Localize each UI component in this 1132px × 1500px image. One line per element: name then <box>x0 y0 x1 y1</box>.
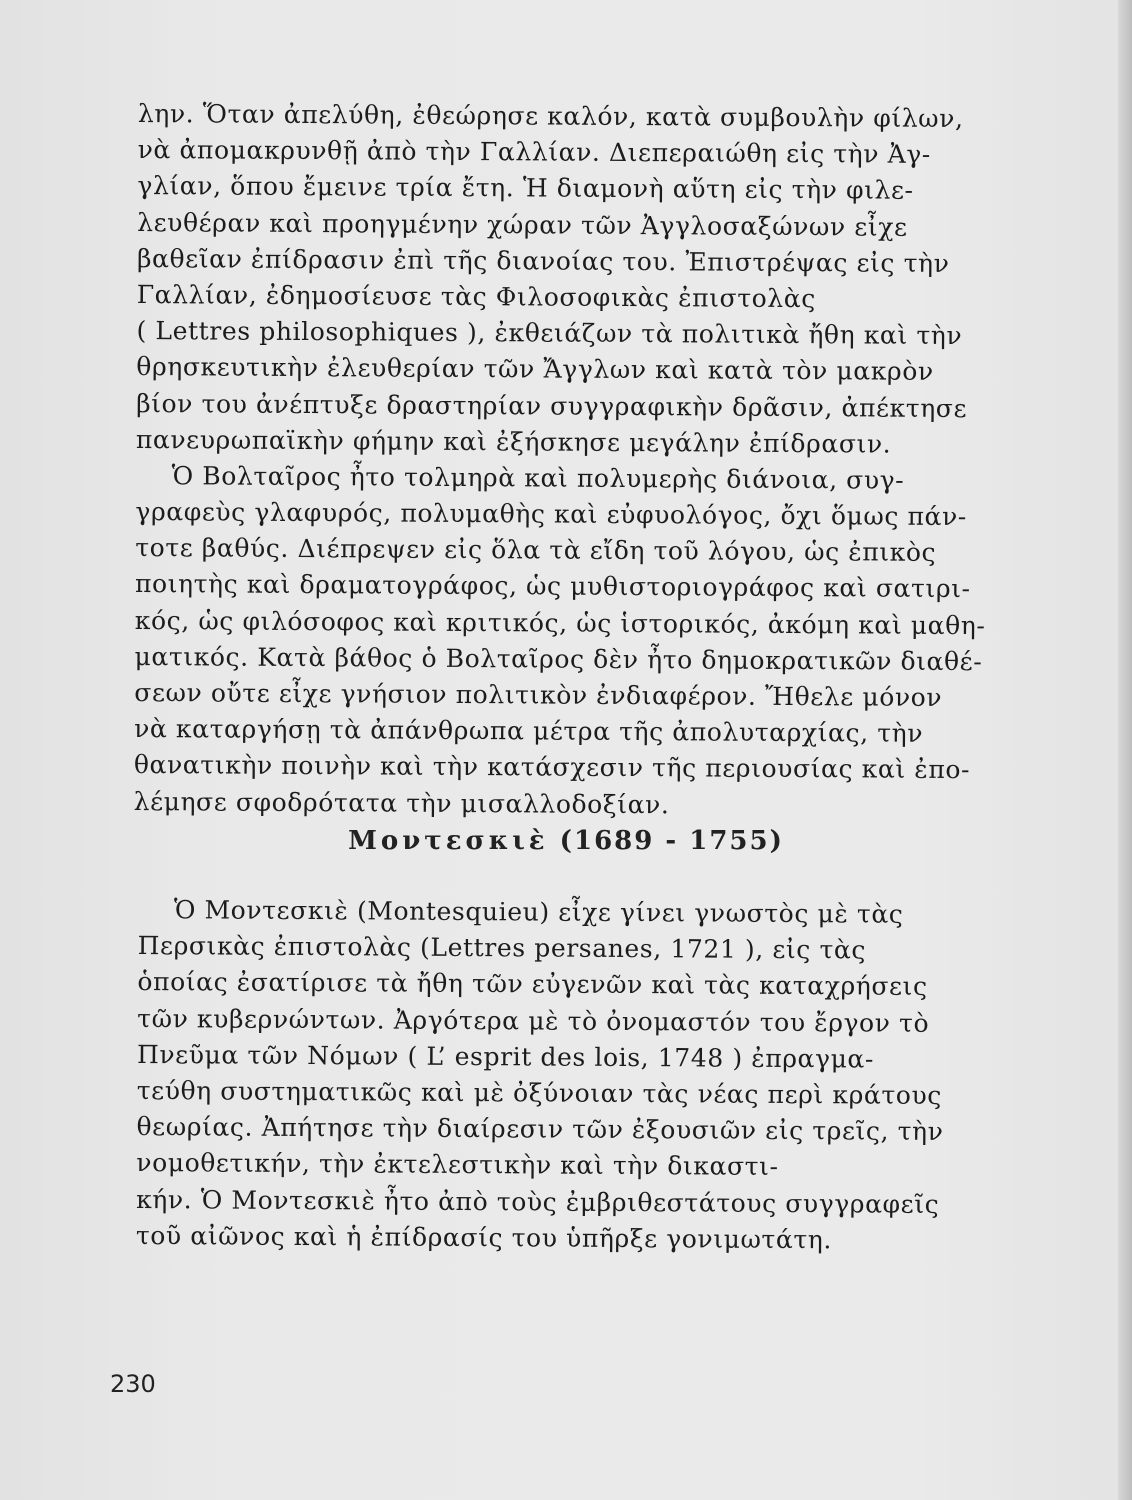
text-line: γραφεὺς γλαφυρός, πολυμαθὴς καὶ εὐφυολόγος, ὄχι ὅμως πάν- <box>135 497 967 532</box>
text-line: Πνεῦμα τῶν Νόμων ( L’ esprit des lois, 1748 ) ἐπραγμα- <box>136 1039 875 1074</box>
text-line: θανατικὴν ποινὴν καὶ τὴν κατάσχεσιν τῆς περιουσίας καὶ ἐπο- <box>133 750 971 785</box>
text-block-voltaire <box>134 96 1058 825</box>
text-block-montesquieu <box>136 892 1058 1259</box>
text-line: ( Lettres philosophiques ), ἐκθειάζων τὰ πολιτικὰ ἤθη καὶ τὴν <box>136 316 963 351</box>
text-line: κήν. Ὁ Μοντεσκιὲ ἦτο ἀπὸ τοὺς ἐμβριθεστάτους συγγραφεῖς <box>136 1184 940 1219</box>
text-line: τοτε βαθύς. Διέπρεψεν εἰς ὅλα τὰ εἴδη τοῦ λόγου, ὡς ἐπικὸς <box>135 533 937 568</box>
section-heading-montesquieu <box>0 826 1132 856</box>
text-line: Ὁ Βολταῖρος ἦτο τολμηρὰ καὶ πολυμερὴς διάνοια, συγ- <box>171 461 905 495</box>
text-line: σεων οὔτε εἶχε γνήσιον πολιτικὸν ἐνδιαφέρον. Ἤθελε μόνον <box>134 677 943 712</box>
text-line: νομοθετικήν, τὴν ἐκτελεστικὴν καὶ τὴν δικαστι- <box>136 1148 779 1182</box>
text-line: θεωρίας. Ἀπήτησε τὴν διαίρεσιν τῶν ἐξουσιῶν εἰς τρεῖς, τὴν <box>136 1112 944 1147</box>
text-line: ματικός. Κατὰ βάθος ὁ Βολταῖρος δὲν ἦτο δημοκρατικῶν διαθέ- <box>134 641 983 676</box>
text-line: Περσικὰς ἐπιστολὰς (Lettres persanes, 1721 ), εἰς τὰς <box>137 931 867 965</box>
text-line: Γαλλίαν, ἐδημοσίευσε τὰς Φιλοσοφικὰς ἐπιστολὰς <box>136 279 816 314</box>
text-line: νὰ ἀπομακρυνθῇ ἀπὸ τὴν Γαλλίαν. Διεπεραιώθη εἰς τὴν Ἀγ- <box>137 135 931 170</box>
text-line: Ὁ Μοντεσκιὲ (Montesquieu) εἶχε γίνει γνωστὸς μὲ τὰς <box>173 895 904 929</box>
page-number: 230 <box>110 1370 156 1398</box>
text-line: λέμησε σφοδρότατα τὴν μισαλλοδοξίαν. <box>133 786 670 819</box>
text-line: γλίαν, ὅπου ἔμεινε τρία ἔτη. Ἡ διαμονὴ αὕτη εἰς τὴν φιλε- <box>137 171 914 206</box>
text-line: βαθεῖαν ἐπίδρασιν ἐπὶ τῆς διανοίας του. Ἐπιστρέψας εἰς τὴν <box>136 243 950 278</box>
text-line: ποιητὴς καὶ δραματογράφος, ὡς μυθιστοριογράφος καὶ σατιρι- <box>134 569 971 604</box>
text-line: πανευρωπαϊκὴν φήμην καὶ ἐξήσκησε μεγάλην ἐπίδρασιν. <box>135 424 892 459</box>
heading-name: Μοντεσκιὲ <box>348 826 549 856</box>
text-line: νὰ καταργήσῃ τὰ ἀπάνθρωπα μέτρα τῆς ἀπολυταρχίας, τὴν <box>134 714 924 748</box>
text-line: τῶν κυβερνώντων. Ἀργότερα μὲ τὸ ὀνομαστόν του ἔργον τὸ <box>137 1003 930 1038</box>
text-line: κός, ὡς φιλόσοφος καὶ κριτικός, ὡς ἱστορικός, ἀκόμη καὶ μαθη- <box>134 605 986 640</box>
page-edge-shadow <box>1118 0 1132 1500</box>
text-line: ὁποίας ἐσατίρισε τὰ ἤθη τῶν εὐγενῶν καὶ τὰς καταχρήσεις <box>137 967 928 1002</box>
text-line: βίον του ἀνέπτυξε δραστηρίαν συγγραφικὴν δρᾶσιν, ἀπέκτησε <box>136 388 968 423</box>
heading-dates: (1689 - 1755) <box>559 826 784 856</box>
text-line: θρησκευτικὴν ἐλευθερίαν τῶν Ἄγγλων καὶ κατὰ τὸν μακρὸν <box>136 352 934 387</box>
text-line: λευθέραν καὶ προηγμένην χώραν τῶν Ἀγγλοσαξώνων εἶχε <box>137 207 908 242</box>
text-line: λην. Ὅταν ἀπελύθη, ἐθεώρησε καλόν, κατὰ συμβουλὴν φίλων, <box>137 98 964 134</box>
text-line: τοῦ αἰῶνος καὶ ἡ ἐπίδρασίς του ὑπῆρξε γονιμωτάτη. <box>135 1220 833 1254</box>
text-line: τεύθη συστηματικῶς καὶ μὲ ὀξύνοιαν τὰς νέας περὶ κράτους <box>136 1075 943 1110</box>
